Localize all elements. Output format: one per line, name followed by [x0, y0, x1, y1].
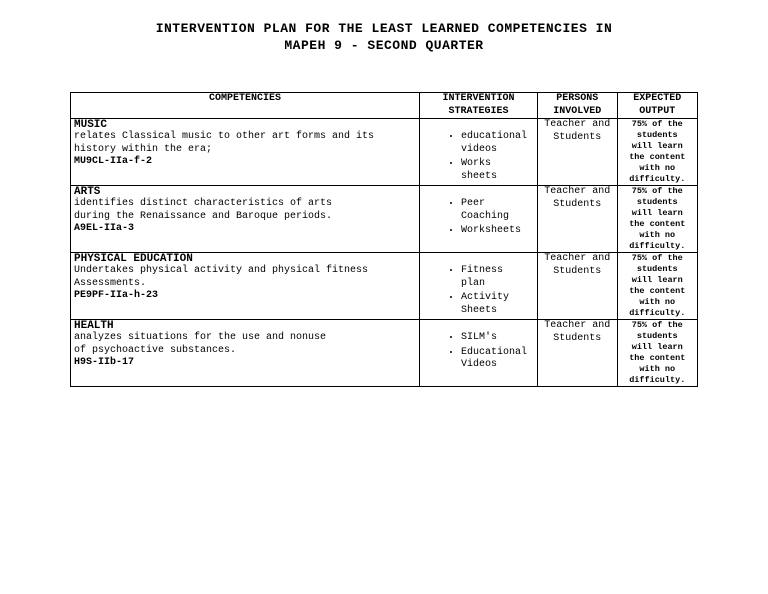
strategies-list	[423, 265, 534, 317]
competency-desc: history within the era;	[74, 143, 213, 155]
competency-code: MU9CL-IIa-f-2	[74, 156, 153, 167]
header-strategies: INTERVENTION STRATEGIES	[420, 93, 538, 119]
persons-cell: Teacher and Students	[538, 253, 617, 320]
competency-code: PE9PF-IIa-h-23	[74, 290, 159, 301]
strategy-item: • Worksheets	[461, 225, 534, 238]
strategy-item: • Activity Sheets	[461, 292, 534, 317]
intervention-table	[70, 92, 698, 387]
competency-desc: identifies distinct characteristics of arts	[74, 198, 333, 209]
strategies-list	[423, 131, 534, 183]
title-line-2: MAPEH 9 - SECOND QUARTER	[284, 38, 484, 53]
competency-desc: relates Classical music to other art forms and its	[74, 131, 375, 142]
competency-cell	[71, 186, 420, 253]
table-header-row	[71, 93, 698, 119]
title-line-1: INTERVENTION PLAN FOR THE LEAST LEARNED COMPETENCIES IN	[155, 21, 613, 36]
strategies-list	[423, 332, 534, 372]
strategies-cell	[420, 119, 538, 186]
strategy-item: • SILM's	[461, 332, 534, 345]
output-cell: 75% of the students will learn the content with no difficulty.	[617, 119, 698, 186]
area-name: HEALTH	[74, 320, 114, 332]
document-title	[0, 20, 768, 54]
strategies-cell	[420, 320, 538, 387]
table-row	[71, 186, 698, 253]
competency-desc: of psychoactive substances.	[74, 344, 237, 356]
strategies-cell	[420, 253, 538, 320]
competency-cell	[71, 119, 420, 186]
competency-cell	[71, 320, 420, 387]
area-name: PHYSICAL EDUCATION	[74, 253, 193, 265]
output-cell: 75% of the students will learn the content with no difficulty.	[617, 253, 698, 320]
strategy-item: • Fitness plan	[461, 265, 534, 290]
competency-desc: Assessments.	[74, 277, 147, 289]
strategy-item: • educational videos	[461, 131, 534, 156]
competency-desc: Undertakes physical activity and physical fitness	[74, 265, 369, 276]
competency-cell	[71, 253, 420, 320]
area-name: ARTS	[74, 186, 101, 198]
competency-desc: analyzes situations for the use and nonuse	[74, 332, 327, 343]
competency-desc: during the Renaissance and Baroque periods.	[74, 210, 333, 222]
table-row	[71, 320, 698, 387]
output-cell: 75% of the students will learn the content with no difficulty.	[617, 320, 698, 387]
area-name: MUSIC	[74, 119, 108, 131]
strategies-list	[423, 198, 534, 238]
strategy-item: • Educational Videos	[461, 347, 534, 372]
header-competencies: COMPETENCIES	[71, 93, 420, 119]
table-row	[71, 253, 698, 320]
persons-cell: Teacher and Students	[538, 320, 617, 387]
table-row	[71, 119, 698, 186]
header-persons: PERSONS INVOLVED	[538, 93, 617, 119]
strategy-item: • Works sheets	[461, 158, 534, 183]
competency-code: H9S-IIb-17	[74, 357, 135, 368]
output-cell: 75% of the students will learn the content with no difficulty.	[617, 186, 698, 253]
persons-cell: Teacher and Students	[538, 186, 617, 253]
competency-code: A9EL-IIa-3	[74, 223, 135, 234]
header-output: EXPECTED OUTPUT	[617, 93, 698, 119]
strategy-item: • Peer Coaching	[461, 198, 534, 223]
strategies-cell	[420, 186, 538, 253]
persons-cell: Teacher and Students	[538, 119, 617, 186]
